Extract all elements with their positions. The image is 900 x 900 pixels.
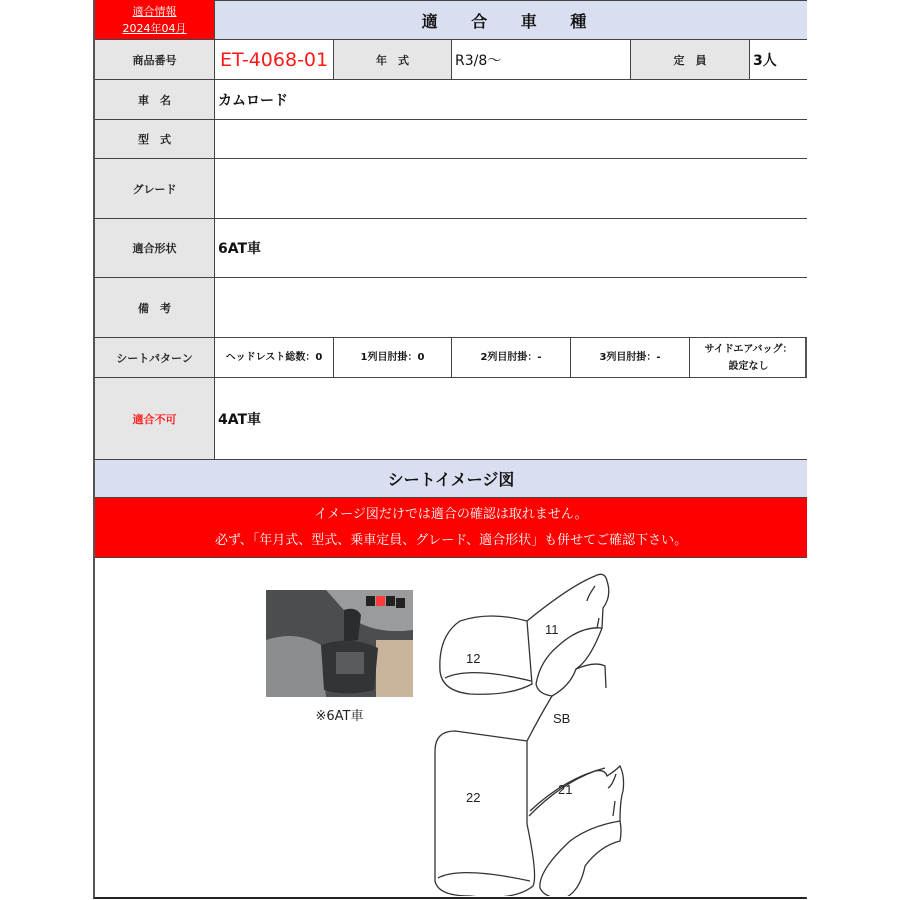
badge-title: 適合情報 bbox=[132, 4, 177, 18]
seat-label-12: 12 bbox=[466, 651, 481, 666]
row1-armrest-text: 1列目肘掛：0 bbox=[360, 352, 425, 363]
grade-label bbox=[95, 159, 215, 219]
header-title: 適 合 車 種 bbox=[421, 11, 601, 31]
label-text: 適合不可 bbox=[132, 412, 177, 426]
seat-diagram bbox=[430, 566, 640, 896]
compatible-vehicle-header bbox=[215, 0, 807, 40]
product-number-value bbox=[215, 40, 334, 80]
label-text: 車 名 bbox=[138, 93, 171, 107]
remarks-value bbox=[215, 278, 807, 338]
label-text: シートパターン bbox=[116, 351, 193, 365]
grade-value bbox=[215, 159, 807, 219]
row1-armrest bbox=[334, 338, 452, 378]
year-value bbox=[452, 40, 631, 80]
label-text: 定 員 bbox=[673, 53, 707, 67]
seat-label-21: 21 bbox=[558, 782, 573, 797]
model-label bbox=[95, 120, 215, 159]
fit-type-value bbox=[215, 219, 807, 278]
label-text: グレード bbox=[132, 182, 177, 196]
photo-caption: ※6AT車 bbox=[315, 709, 364, 724]
fit-info-badge bbox=[95, 0, 215, 40]
fit-type-text: 6AT車 bbox=[218, 241, 262, 257]
row2-armrest bbox=[452, 338, 571, 378]
label-text: 適合形状 bbox=[132, 242, 177, 255]
model-value bbox=[215, 120, 807, 159]
seat-label-22: 22 bbox=[466, 790, 481, 805]
row3-armrest-text: 3列目肘掛：- bbox=[599, 352, 661, 363]
not-fit-value bbox=[215, 378, 807, 460]
notice-banner bbox=[95, 498, 807, 558]
seat-label-sb: SB bbox=[553, 711, 571, 726]
side-airbag bbox=[690, 338, 807, 378]
notice-line-1: イメージ図だけでは適合の確認は取れません。 bbox=[314, 506, 588, 522]
seat-label-11: 11 bbox=[545, 622, 559, 637]
product-number-text: ET-4068-01 bbox=[220, 48, 329, 71]
shift-lever-photo bbox=[266, 590, 413, 697]
seat-pattern-label bbox=[95, 338, 215, 378]
headrest-count bbox=[215, 338, 334, 378]
seat-image-title: シートイメージ図 bbox=[387, 470, 515, 489]
side-airbag-label: サイドエアバッグ： bbox=[704, 343, 793, 355]
row2-armrest-text: 2列目肘掛：- bbox=[480, 352, 542, 363]
headrest-count-text: ヘッドレスト総数：0 bbox=[225, 352, 323, 363]
capacity-label bbox=[631, 40, 750, 80]
fit-type-label bbox=[95, 219, 215, 278]
label-text: 備 考 bbox=[138, 301, 171, 315]
badge-date: 2024年04月 bbox=[122, 21, 187, 35]
side-airbag-value: 設定なし bbox=[728, 360, 769, 372]
seat-image-area bbox=[95, 558, 807, 897]
remarks-label bbox=[95, 278, 215, 338]
year-label bbox=[334, 40, 452, 80]
not-fit-text: 4AT車 bbox=[218, 411, 262, 428]
label-text: 型 式 bbox=[138, 133, 171, 146]
car-name-value bbox=[215, 80, 807, 120]
label-text: 年 式 bbox=[376, 53, 409, 67]
row3-armrest bbox=[571, 338, 690, 378]
label-text: 商品番号 bbox=[132, 53, 177, 67]
notice-line-2: 必ず、「年月式、型式、乗車定員、グレード、適合形状」も併せてご確認下さい。 bbox=[214, 532, 688, 548]
shift-lever-photo-image bbox=[266, 590, 413, 697]
car-name-text: カムロード bbox=[218, 92, 288, 109]
year-text: R3/8～ bbox=[455, 52, 502, 69]
capacity-value bbox=[750, 40, 807, 80]
seat-image-header bbox=[95, 460, 807, 498]
product-number-label bbox=[95, 40, 215, 80]
not-fit-label bbox=[95, 378, 215, 460]
fitment-sheet bbox=[93, 0, 807, 899]
car-name-label bbox=[95, 80, 215, 120]
capacity-text: 3人 bbox=[753, 52, 777, 69]
